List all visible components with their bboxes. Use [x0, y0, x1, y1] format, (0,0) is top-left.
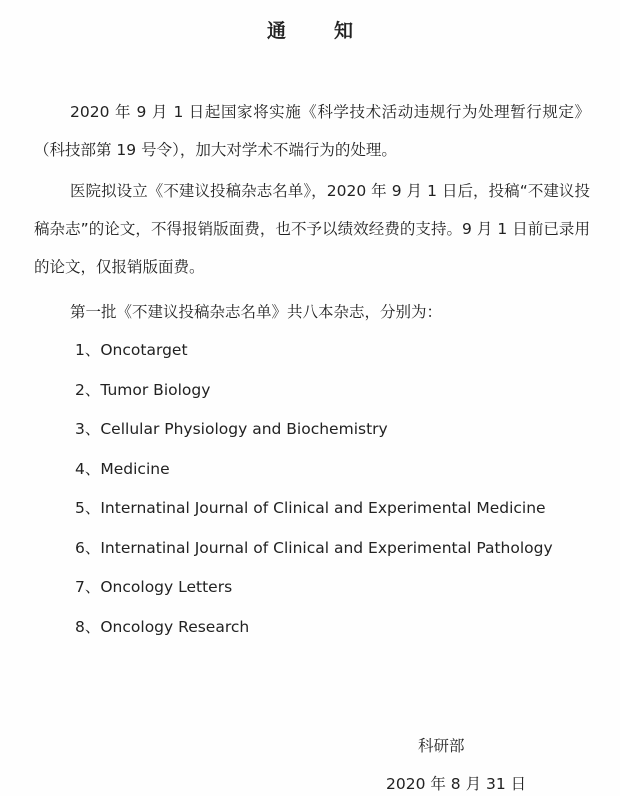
- signature-department: 科研部: [418, 737, 465, 755]
- notice-paragraph-list-intro: 第一批《不建议投稿杂志名单》共八本杂志，分别为：: [70, 303, 443, 321]
- journal-list-item: 4、Medicine: [75, 459, 170, 478]
- notice-title-char: 通: [266, 20, 286, 42]
- notice-title: [0, 16, 620, 43]
- journal-list-item: 5、Internatinal Journal of Clinical and Experimental Medicine: [75, 499, 546, 517]
- journal-list-item: 3、Cellular Physiology and Biochemistry: [75, 420, 388, 438]
- journal-list-item: 2、Tumor Biology: [75, 380, 211, 399]
- signature-date: 2020 年 8 月 31 日: [386, 775, 527, 793]
- journal-list-item: 6、Internatinal Journal of Clinical and Experimental Pathology: [75, 538, 553, 557]
- journal-list-item: 1、Oncotarget: [75, 341, 188, 359]
- notice-paragraph-policy: 医院拟设立《不建议投稿杂志名单》，2020 年 9 月 1 日后，投稿“不建议投稿杂志”的论文，不得报销版面费，也不予以绩效经费的支持。9 月 1 日前已录用的论文，仅报销版面费。: [34, 182, 590, 276]
- notice-title-char: 知: [334, 20, 354, 42]
- journal-list-item: 7、Oncology Letters: [75, 578, 233, 596]
- journal-list: [75, 331, 553, 647]
- journal-list-item: 8、Oncology Research: [75, 617, 250, 636]
- notice-paragraph-regulation: 2020 年 9 月 1 日起国家将实施《科学技术活动违规行为处理暂行规定》（科技部第 19 号令），加大对学术不端行为的处理。: [34, 103, 590, 159]
